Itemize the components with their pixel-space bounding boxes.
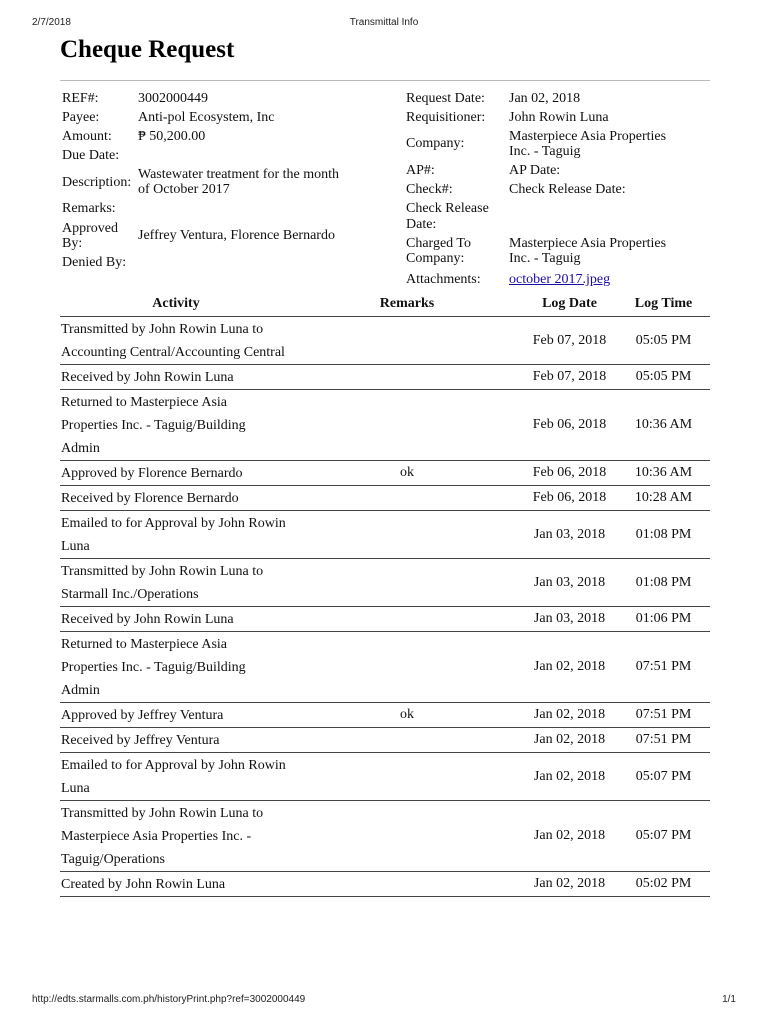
remarks-cell bbox=[292, 728, 522, 753]
log-time-cell: 10:36 AM bbox=[617, 390, 710, 461]
requisitioner-value: John Rowin Luna bbox=[509, 110, 609, 125]
activity-line: Properties Inc. - Taguig/Building bbox=[61, 659, 246, 675]
approved-by-label-line-2: By: bbox=[62, 236, 83, 251]
table-header-row bbox=[60, 292, 710, 317]
due-date-label: Due Date: bbox=[62, 148, 120, 163]
activity-line: Transmitted by John Rowin Luna to bbox=[61, 805, 264, 821]
log-time-cell: 01:08 PM bbox=[617, 559, 710, 607]
remarks-cell bbox=[292, 753, 522, 801]
log-date-cell: Jan 02, 2018 bbox=[522, 753, 617, 801]
log-date-cell: Jan 02, 2018 bbox=[522, 703, 617, 728]
charged-to-label-line-1: Charged To bbox=[406, 236, 471, 251]
log-time-cell: 07:51 PM bbox=[617, 632, 710, 703]
activity-line: Transmitted by John Rowin Luna to bbox=[61, 321, 264, 337]
company-value-line-1: Masterpiece Asia Properties bbox=[509, 129, 667, 144]
company-value-line-2: Inc. - Taguig bbox=[509, 144, 581, 159]
remarks-label: Remarks: bbox=[62, 201, 116, 216]
activity-cell bbox=[60, 728, 292, 753]
table-row bbox=[60, 872, 710, 897]
print-url: http://edts.starmalls.com.ph/historyPrint.php?ref=3002000449 bbox=[32, 994, 306, 1005]
amount-label: Amount: bbox=[62, 129, 112, 144]
log-date-cell: Jan 02, 2018 bbox=[522, 801, 617, 872]
amount-value: ₱ 50,200.00 bbox=[138, 129, 206, 144]
activity-line: Returned to Masterpiece Asia bbox=[61, 636, 228, 652]
remarks-cell: ok bbox=[292, 461, 522, 486]
remarks-cell bbox=[292, 511, 522, 559]
log-date-cell: Feb 06, 2018 bbox=[522, 486, 617, 511]
print-header bbox=[32, 17, 736, 31]
activity-cell bbox=[60, 801, 292, 872]
remarks-cell bbox=[292, 365, 522, 390]
activity-cell bbox=[60, 486, 292, 511]
activity-log-table bbox=[60, 292, 710, 897]
ref-label: REF#: bbox=[62, 91, 99, 106]
table-row bbox=[60, 632, 710, 703]
activity-line: Starmall Inc./Operations bbox=[61, 586, 199, 602]
log-date-cell: Jan 03, 2018 bbox=[522, 559, 617, 607]
log-time-cell: 10:36 AM bbox=[617, 461, 710, 486]
log-time-cell: 07:51 PM bbox=[617, 728, 710, 753]
payee-value: Anti-pol Ecosystem, Inc bbox=[138, 110, 275, 125]
log-date-cell: Feb 07, 2018 bbox=[522, 317, 617, 365]
description-line-1: Wastewater treatment for the month bbox=[138, 167, 340, 182]
activity-cell bbox=[60, 607, 292, 632]
activity-line: Admin bbox=[61, 682, 100, 698]
header-remarks: Remarks bbox=[292, 292, 522, 317]
activity-line: Accounting Central/Accounting Central bbox=[61, 344, 285, 360]
table-row bbox=[60, 317, 710, 365]
table-row bbox=[60, 607, 710, 632]
log-time-cell: 01:06 PM bbox=[617, 607, 710, 632]
title-divider bbox=[60, 80, 710, 81]
activity-line: Masterpiece Asia Properties Inc. - bbox=[61, 828, 252, 844]
print-date: 2/7/2018 bbox=[32, 17, 71, 28]
header-log-date: Log Date bbox=[522, 292, 617, 317]
check-release-label-line-1: Check Release bbox=[406, 201, 489, 216]
log-date-cell: Feb 06, 2018 bbox=[522, 390, 617, 461]
request-date-value: Jan 02, 2018 bbox=[509, 91, 581, 106]
log-time-cell: 10:28 AM bbox=[617, 486, 710, 511]
log-time-cell: 05:02 PM bbox=[617, 872, 710, 897]
activity-cell bbox=[60, 703, 292, 728]
table-row bbox=[60, 703, 710, 728]
activity-cell bbox=[60, 390, 292, 461]
activity-line: Admin bbox=[61, 440, 100, 456]
activity-cell bbox=[60, 753, 292, 801]
activity-cell bbox=[60, 317, 292, 365]
approved-by-label-line-1: Approved bbox=[62, 221, 118, 236]
activity-line: Emailed to for Approval by John Rowin bbox=[61, 515, 286, 531]
activity-line: Luna bbox=[61, 780, 90, 796]
activity-line: Received by Jeffrey Ventura bbox=[61, 732, 220, 748]
activity-cell bbox=[60, 559, 292, 607]
table-row bbox=[60, 753, 710, 801]
activity-line: Luna bbox=[61, 538, 90, 554]
log-time-cell: 05:07 PM bbox=[617, 753, 710, 801]
table-row bbox=[60, 365, 710, 390]
ap-number-label: AP#: bbox=[406, 163, 435, 178]
log-date-cell: Feb 07, 2018 bbox=[522, 365, 617, 390]
charged-to-value-line-2: Inc. - Taguig bbox=[509, 251, 581, 266]
remarks-cell bbox=[292, 801, 522, 872]
activity-cell bbox=[60, 461, 292, 486]
log-date-cell: Feb 06, 2018 bbox=[522, 461, 617, 486]
activity-cell bbox=[60, 511, 292, 559]
table-row bbox=[60, 728, 710, 753]
log-time-cell: 01:08 PM bbox=[617, 511, 710, 559]
activity-log-body bbox=[60, 317, 710, 897]
remarks-cell: ok bbox=[292, 703, 522, 728]
ref-value: 3002000449 bbox=[138, 91, 208, 106]
log-date-cell: Jan 03, 2018 bbox=[522, 607, 617, 632]
table-row bbox=[60, 486, 710, 511]
table-row bbox=[60, 390, 710, 461]
activity-cell bbox=[60, 632, 292, 703]
charged-to-value-line-1: Masterpiece Asia Properties bbox=[509, 236, 667, 251]
description-label: Description: bbox=[62, 175, 132, 190]
activity-line: Emailed to for Approval by John Rowin bbox=[61, 757, 286, 773]
log-time-cell: 05:07 PM bbox=[617, 801, 710, 872]
table-row bbox=[60, 511, 710, 559]
remarks-cell bbox=[292, 486, 522, 511]
activity-line: Approved by Florence Bernardo bbox=[61, 465, 243, 481]
print-page-number: 1/1 bbox=[722, 994, 736, 1005]
table-row bbox=[60, 559, 710, 607]
print-page-title: Transmittal Info bbox=[349, 17, 419, 28]
activity-line: Approved by Jeffrey Ventura bbox=[61, 707, 224, 723]
log-time-cell: 05:05 PM bbox=[617, 317, 710, 365]
log-date-cell: Jan 02, 2018 bbox=[522, 632, 617, 703]
ap-date-label: AP Date: bbox=[509, 163, 561, 178]
approved-by-value: Jeffrey Ventura, Florence Bernardo bbox=[138, 228, 335, 243]
attachment-link[interactable]: october 2017.jpeg bbox=[509, 272, 611, 287]
log-date-cell: Jan 03, 2018 bbox=[522, 511, 617, 559]
attachments-label: Attachments: bbox=[406, 272, 481, 287]
charged-to-label-line-2: Company: bbox=[406, 251, 465, 266]
activity-line: Received by John Rowin Luna bbox=[61, 369, 234, 385]
description-line-2: of October 2017 bbox=[138, 182, 230, 197]
activity-cell bbox=[60, 872, 292, 897]
activity-cell bbox=[60, 365, 292, 390]
activity-line: Returned to Masterpiece Asia bbox=[61, 394, 228, 410]
denied-by-label: Denied By: bbox=[62, 255, 127, 270]
remarks-cell bbox=[292, 632, 522, 703]
check-number-label: Check#: bbox=[406, 182, 453, 197]
check-release-date-inline-label: Check Release Date: bbox=[509, 182, 626, 197]
page-title: Cheque Request bbox=[60, 36, 235, 63]
header-activity: Activity bbox=[60, 292, 292, 317]
remarks-cell bbox=[292, 607, 522, 632]
requisitioner-label: Requisitioner: bbox=[406, 110, 486, 125]
table-row bbox=[60, 461, 710, 486]
header-log-time: Log Time bbox=[617, 292, 710, 317]
check-release-label-line-2: Date: bbox=[406, 217, 437, 232]
activity-line: Properties Inc. - Taguig/Building bbox=[61, 417, 246, 433]
company-label: Company: bbox=[406, 136, 465, 151]
activity-line: Received by Florence Bernardo bbox=[61, 490, 239, 506]
table-row bbox=[60, 801, 710, 872]
payee-label: Payee: bbox=[62, 110, 100, 125]
log-time-cell: 05:05 PM bbox=[617, 365, 710, 390]
remarks-cell bbox=[292, 559, 522, 607]
remarks-cell bbox=[292, 317, 522, 365]
log-time-cell: 07:51 PM bbox=[617, 703, 710, 728]
activity-line: Taguig/Operations bbox=[61, 851, 165, 867]
log-date-cell: Jan 02, 2018 bbox=[522, 728, 617, 753]
request-date-label: Request Date: bbox=[406, 91, 485, 106]
print-footer bbox=[32, 994, 736, 1008]
activity-line: Received by John Rowin Luna bbox=[61, 611, 234, 627]
log-date-cell: Jan 02, 2018 bbox=[522, 872, 617, 897]
activity-line: Created by John Rowin Luna bbox=[61, 876, 226, 892]
activity-line: Transmitted by John Rowin Luna to bbox=[61, 563, 264, 579]
remarks-cell bbox=[292, 872, 522, 897]
remarks-cell bbox=[292, 390, 522, 461]
